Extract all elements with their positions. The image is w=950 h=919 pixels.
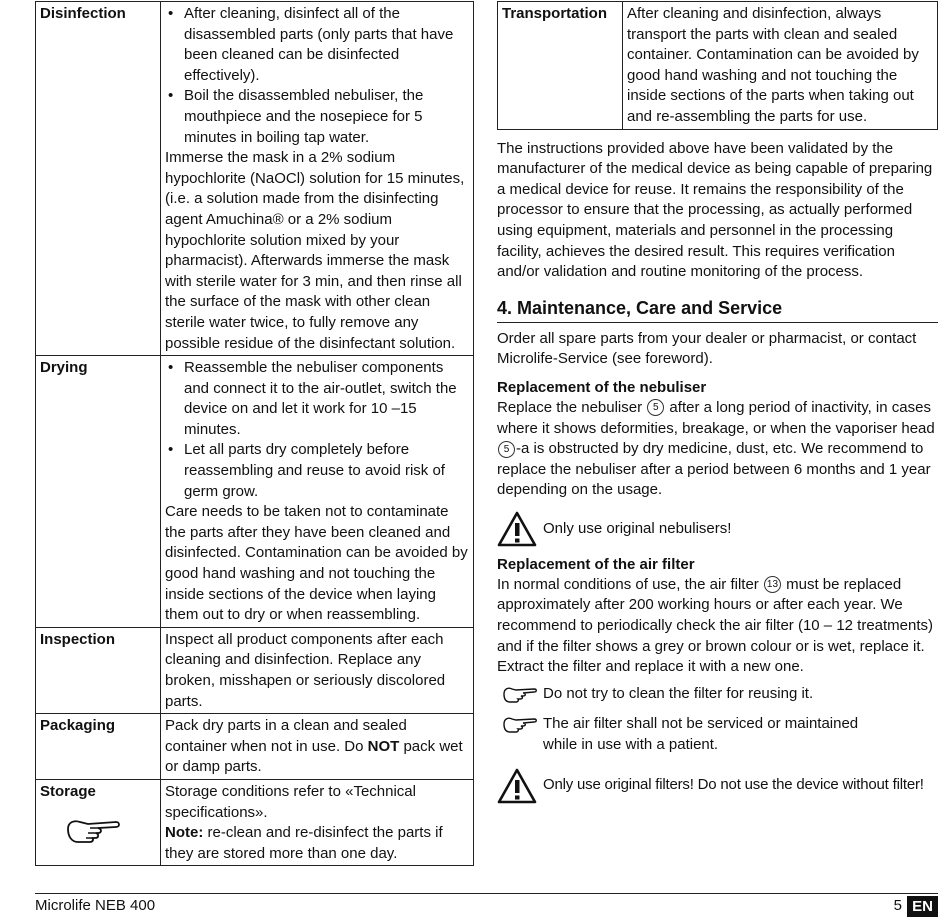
- note-text: The air filter shall not be serviced or maintained while in use with a patient.: [543, 715, 859, 754]
- filter-warning: [497, 768, 938, 804]
- row-heading-storage: [36, 779, 161, 865]
- part-reference: 13: [764, 576, 781, 593]
- row-heading-drying: Drying: [36, 356, 161, 628]
- section-intro: Order all spare parts from your dealer or pharmacist, or contact Microlife-Service (see foreword).: [497, 329, 917, 368]
- list-item: • Boil the disassembled nebuliser, the mouthpiece and the nosepiece for 5 minutes in boiling tap water.: [184, 86, 469, 148]
- pointing-hand-icon: [497, 714, 543, 734]
- storage-text: Storage conditions refer to «Technical specifications».: [165, 782, 416, 821]
- nebuliser-text-part: Replace the nebuliser: [497, 398, 647, 416]
- pointing-hand-icon: [497, 684, 543, 704]
- air-filter-text-part: In normal conditions of use, the air filter: [497, 575, 763, 593]
- warning-text: Only use original nebulisers!: [543, 519, 732, 537]
- nebuliser-text-part: after a long period of inactivity, in cases where it shows deformities, breakage, or when the vaporiser head: [497, 398, 935, 437]
- validation-paragraph: The instructions provided above have been validated by the manufacturer of the medical device as being capable of preparing a medical device for reuse. It remains the responsibility of the processor to ensure that the processing, as actually performed using equipment, materials and personnel in the processing facility, achieves the desired result. This requires verification and/or validation and routine monitoring of the process.: [497, 139, 933, 281]
- disinfection-cell: [161, 2, 474, 356]
- nebuliser-text-part: -a is obstructed by dry medicine, dust, etc. We recommend to replace the nebuliser after a period between 6 months and 1 year depending on the usage.: [497, 440, 931, 499]
- page-number: 5: [893, 897, 902, 914]
- table-row: [36, 779, 474, 865]
- table-row: [36, 2, 474, 356]
- table-row: [36, 356, 474, 628]
- page-footer: [35, 893, 938, 919]
- nebuliser-text: [497, 398, 938, 501]
- warning-text: Only use original filters! Do not use the device without filter!: [543, 776, 924, 794]
- right-column: [497, 1, 938, 804]
- air-filter-note: [497, 714, 938, 755]
- air-filter-text-part: must be replaced approximately after 200 working hours or after each year. We recommend to periodically check the air filter (10 – 12 treatments) and if the filter shows a grey or brown colour or is wet, replace it. Extract the filter and replace it with a new one.: [497, 575, 934, 676]
- nebuliser-warning: [497, 511, 938, 547]
- storage-heading-label: Storage: [40, 782, 96, 800]
- drying-text: Care needs to be taken not to contaminate the parts after they have been cleaned and disinfected. Contamination can be avoided by good hand washing and not touching the inside sections of the device when laying them out to dry or when reassembling.: [165, 503, 468, 624]
- storage-cell: [161, 779, 474, 865]
- transport-table: [497, 1, 938, 130]
- note-text: Do not try to clean the filter for reusing it.: [543, 684, 814, 702]
- air-filter-note: [497, 684, 938, 705]
- air-filter-text: [497, 575, 938, 678]
- note-label: Note:: [165, 824, 204, 842]
- processing-table: [35, 1, 474, 866]
- table-row: [36, 627, 474, 713]
- inspection-text: Inspect all product components after each cleaning and disinfection. Replace any broken, misshapen or seriously discolored parts.: [161, 627, 474, 713]
- part-reference: 5: [647, 399, 664, 416]
- list-item: • Reassemble the nebuliser components and connect it to the air-outlet, switch the device on and let it work for 10 –15 minutes.: [184, 358, 469, 440]
- row-heading-inspection: Inspection: [36, 627, 161, 713]
- table-row: [36, 714, 474, 780]
- packaging-text: Pack dry parts in a clean and sealed container when not in use. Do: [165, 717, 407, 755]
- left-column: [35, 1, 474, 866]
- air-filter-heading: Replacement of the air filter: [497, 555, 695, 573]
- disinfection-text: Immerse the mask in a 2% sodium hypochlorite (NaOCl) solution for 15 minutes, (i.e. a solution made from the disinfecting agent Amuchina® or a 2% sodium hypochlorite solution mixed by your pharmacist). Afterwards immerse the mask with sterile water for 3 min, and then rinse all the surface of the mask with other clean sterile water twice, to fully remove any possible residue of the disinfectant solution.: [165, 149, 465, 352]
- row-heading-packaging: Packaging: [36, 714, 161, 780]
- warning-triangle-icon: [497, 511, 537, 547]
- row-heading-disinfection: Disinfection: [36, 2, 161, 356]
- pointing-hand-icon: [66, 815, 122, 843]
- table-row: [498, 2, 938, 130]
- packaging-cell: [161, 714, 474, 780]
- language-badge: EN: [907, 896, 938, 917]
- transportation-text: After cleaning and disinfection, always transport the parts with clean and sealed container. Contamination can be avoided by good hand washing and not touching the inside sections of the parts when taking out and re-assembling the parts for use.: [623, 2, 938, 130]
- list-item: • After cleaning, disinfect all of the disassembled parts (only parts that have been cleaned can be disinfected effectively).: [184, 4, 469, 86]
- warning-triangle-icon: [497, 768, 537, 804]
- section-title: 4. Maintenance, Care and Service: [497, 296, 938, 323]
- packaging-text-end: pack wet or damp parts.: [165, 737, 463, 776]
- nebuliser-heading: Replacement of the nebuliser: [497, 378, 707, 396]
- note-text: re-clean and re-disinfect the parts if they are stored more than one day.: [165, 824, 443, 862]
- packaging-emphasis: NOT: [367, 737, 400, 755]
- part-reference: 5: [498, 441, 515, 458]
- drying-cell: [161, 356, 474, 628]
- list-item: • Let all parts dry completely before reassembling and reuse to avoid risk of germ grow.: [184, 440, 469, 502]
- product-name: Microlife NEB 400: [35, 897, 156, 914]
- row-heading-transportation: Transportation: [498, 2, 623, 130]
